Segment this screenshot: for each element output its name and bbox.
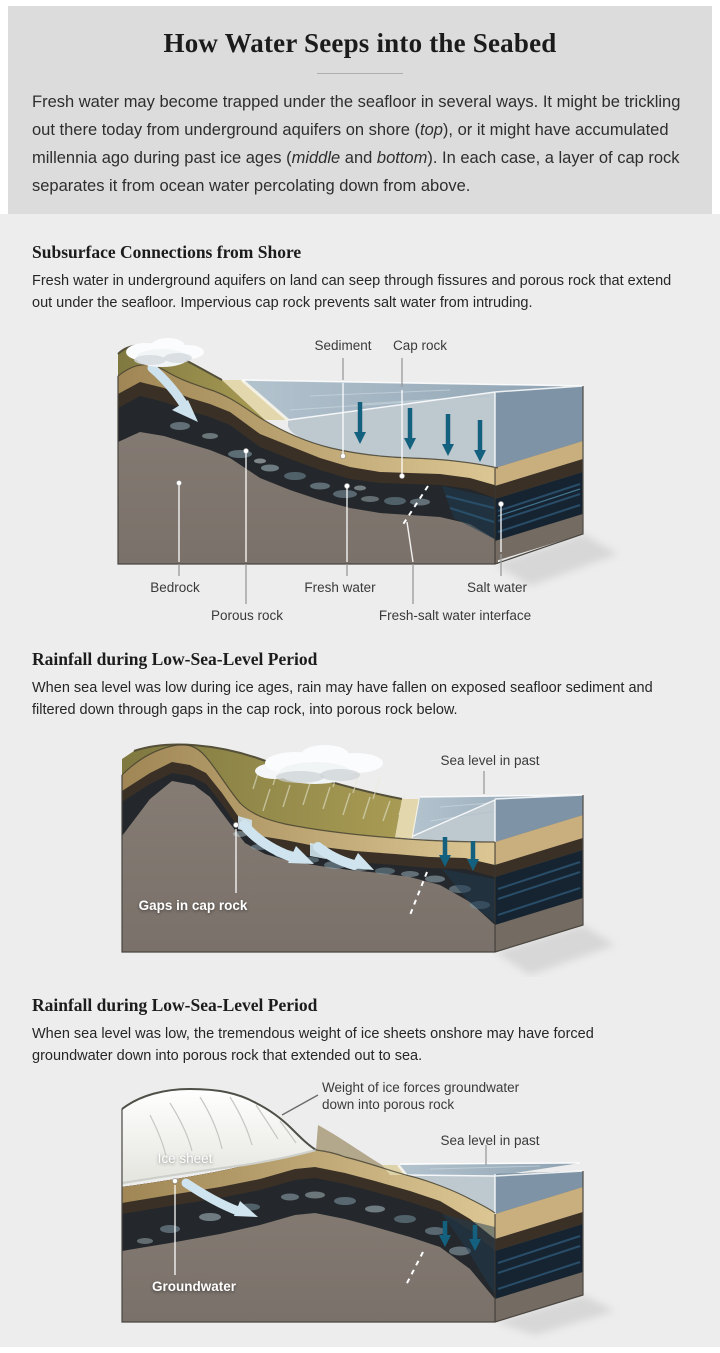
diagram-rainfall-gaps [110,737,640,977]
main-panel [0,214,720,1347]
intro-text-1: Fresh water may become trapped under the seafloor in several ways. It might be trickling out there today from underground aquifers on shore ( [32,93,681,139]
label-porous-rock: Porous rock [210,608,284,623]
label-fresh-salt-interface: Fresh-salt water interface [378,608,532,623]
label-weight-of-ice: Weight of ice forces groundwater down into porous rock [322,1080,520,1112]
intro-italic-middle: middle [291,149,341,167]
header [8,6,712,214]
section-subsurface-connections [0,214,720,631]
diagram-subsurface-connections [110,336,640,631]
intro-text-2: ), or it might have accumulated millennia ago during past ice ages ( [32,121,669,167]
label-ice-sheet: Ice sheet [157,1151,213,1166]
title-divider [317,73,403,74]
page-title: How Water Seeps into the Seabed [163,28,557,58]
label-sea-level-past: Sea level in past [440,1133,540,1148]
intro-text-4: ). In each case, a layer of cap rock separates it from ocean water percolating down from above. [32,149,680,195]
label-cap-rock: Cap rock [392,338,448,353]
label-sediment: Sediment [314,338,372,353]
cross-section-illustration [110,737,640,977]
cross-section-illustration [110,1079,640,1341]
intro-italic-top: top [419,121,443,139]
section-rainfall-gaps [0,631,720,977]
cloud-icon [126,338,204,367]
rain-cloud-icon [255,745,383,784]
section-body: Fresh water in underground aquifers on land can seep through fissures and porous rock that extend out under the seafloor. Impervious cap rock prevents salt water from intruding. [32,273,672,311]
section-body: When sea level was low, the tremendous weight of ice sheets onshore may have forced groundwater down into porous rock that extended out to sea. [32,1026,594,1064]
section-body: When sea level was low during ice ages, rain may have fallen on exposed seafloor sediment and filtered down through gaps in the cap rock, into porous rock below. [32,680,653,718]
label-fresh-water: Fresh water [304,580,376,595]
intro-text-3: and [340,149,377,167]
header-wrap [0,0,720,214]
section-heading: Rainfall during Low-Sea-Level Period [32,649,318,669]
section-heading: Subsurface Connections from Shore [32,242,302,262]
intro-italic-bottom: bottom [376,149,428,167]
label-groundwater: Groundwater [151,1279,237,1294]
label-salt-water: Salt water [466,580,528,595]
diagram-ice-sheet [110,1079,640,1341]
section-rainfall-ice [0,977,720,1341]
label-sea-level-past: Sea level in past [440,753,540,768]
label-gaps-in-cap-rock: Gaps in cap rock [138,898,248,913]
intro-paragraph [32,88,688,200]
label-bedrock: Bedrock [150,580,200,595]
section-heading: Rainfall during Low-Sea-Level Period [32,995,318,1015]
